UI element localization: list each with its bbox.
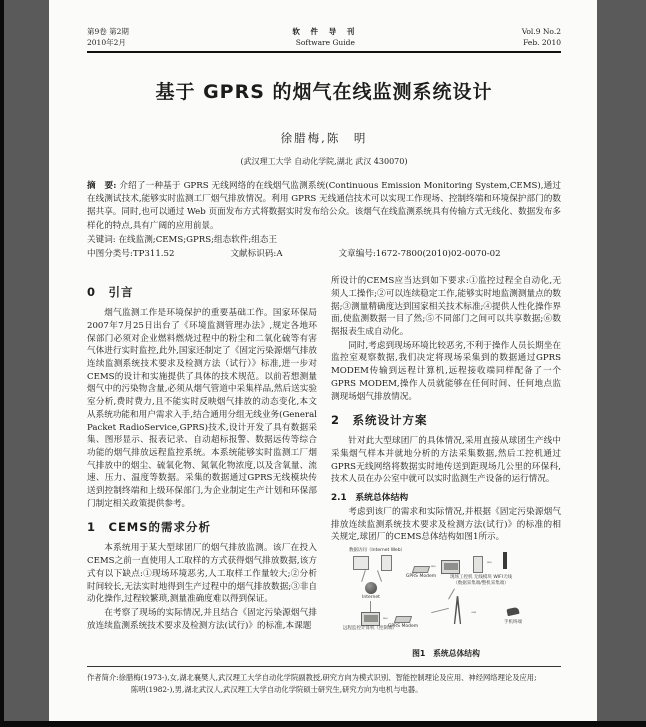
- body-columns: [87, 275, 561, 659]
- remote-computer-icon: [361, 612, 380, 626]
- paragraph-cems-1: 本系统用于某大型球团厂的烟气排放监测。该厂在投入CEMS之前一直使用人工取样的方式获得烟气排放数据,该方式有以下缺点:①现场环境恶劣,人工取样工作量较大;②分析时间较长,无法实时地得到生产过程中的烟气排放数据;③非自动化操作,过程较繁琐,测量准确度难以得到保证。: [87, 543, 317, 605]
- journal-volume: [522, 26, 561, 48]
- classification-line: [87, 248, 561, 261]
- web-access-label: 数据访问（Internet Web）: [348, 548, 406, 554]
- article-number: 文章编号:1672-7800(2010)02-0070-02: [338, 249, 501, 260]
- scan-edge-left: [0, 0, 4, 727]
- arrow-icon: ←: [431, 563, 437, 571]
- internet-label: Internet: [362, 595, 380, 601]
- author-bio-line2: 陈明(1982-),男,湖北武汉人,武汉理工大学自动化学院硕士研究生,研究方向为电机与电器。: [131, 684, 423, 694]
- paper-title: 基于 GPRS 的烟气在线监测系统设计: [155, 81, 493, 103]
- remote-computer-label: 远程监控计算机（控制端）: [343, 626, 397, 632]
- internet-globe-icon: [365, 582, 377, 594]
- gprs-modem-label: GPRS Modem: [387, 624, 419, 630]
- gprs-modem-icon: [412, 566, 430, 573]
- right-column: [331, 275, 561, 659]
- field-station-label: 现场工控机 无线模块 WIFI天线: [449, 575, 513, 581]
- figure-1-caption: 图1 系统总体结构: [412, 649, 480, 659]
- arrow-icon: ←: [487, 559, 493, 567]
- paragraph-requirements-1: 所设计的CEMS应当达到如下要求:①监控过程全自动化,无须人工操作;②可以连续稳定工作,能够实时地监测测量点的数据;③测量精确度达到国家相关技术标准;④提供人性化操作界面,使监测数据一目了然;⑤不同部门之间可以共享数据;⑥数据报表生成自动化。: [331, 276, 561, 338]
- author-bio-line1: 作者简介:徐腊梅(1973-),女,湖北襄樊人,武汉理工大学自动化学院副教授,研究方向为模式识别、智能控制理论及应用、神经网络理论及应用;: [87, 673, 537, 682]
- mobile-phone-label: 手机终端: [504, 620, 522, 626]
- author-bio: [87, 672, 561, 695]
- paper-authors: 徐腊梅,陈 明: [280, 131, 368, 145]
- keywords-block: [87, 234, 561, 247]
- journal-name-cn: 软 件 导 刊: [292, 27, 359, 36]
- left-column: [87, 275, 317, 659]
- link-line: [370, 601, 371, 612]
- keywords-label: 关键词:: [87, 234, 116, 245]
- radio-tower-icon: [451, 596, 464, 624]
- header-rule: [87, 51, 561, 53]
- paper-affiliation: (武汉理工大学 自动化学院,湖北 武汉 430070): [240, 157, 408, 166]
- journal-name: [292, 26, 358, 48]
- subsection-heading-structure: 2.1 系统总体结构: [331, 493, 409, 504]
- gprs-modem-icon: [394, 616, 412, 623]
- figure-1: [331, 548, 561, 659]
- paragraph-structure: 考虑到该厂的需求和实际情况,并根据《固定污染源烟气排放连续监测系统技术要求及检测方法(试行)》的标准的相关规定,球团厂的CEMS总体结构如图1所示。: [331, 507, 561, 543]
- volume-date: Feb. 2010: [523, 38, 561, 47]
- system-structure-diagram: [339, 548, 553, 644]
- paragraph-design: 针对此大型球团厂的具体情况,采用直接从球团生产线中采集烟气样本并就地分析的方法采集数据,然后工控机通过GPRS无线网络将数据实时地传送到距现场几公里的环保科,技术人员在办公室中就可以实时监测生产设备的运行情况。: [331, 436, 561, 485]
- journal-issue: [87, 26, 129, 48]
- arrow-icon: →: [471, 609, 477, 617]
- section-heading-design: 2 系统设计方案: [331, 413, 428, 428]
- browser-window-icon: [353, 556, 369, 570]
- wireless-module-icon: [473, 556, 483, 573]
- link-line: [431, 608, 449, 613]
- wap-phone-icon: [381, 555, 392, 571]
- abstract-text: 介绍了一种基于 GPRS 无线网络的在线烟气监测系统(Continuous Emission Monitoring System,CEMS),通过在线测试技术,能够实时监测工厂烟气排放情况。利用 GPRS 无线通信技术可以实现工作现场、控制终端和环境保护部门的数据共享。同时,也可以通过 Web 页面发布方式将数据实时发布给公众。该烟气在线监测系统具有传输方式无线化、数据发布多样化的特点,具有广阔的应用前景。: [87, 181, 561, 231]
- journal-name-en: Software Guide: [295, 38, 355, 47]
- clc-number: 中图分类号:TP311.52: [87, 249, 175, 260]
- author-footnote: [87, 666, 561, 695]
- paper-page: [49, 0, 597, 721]
- section-heading-intro: 0 引言: [87, 285, 134, 300]
- document-code: 文献标识码:A: [230, 249, 283, 260]
- keywords-text: 在线监测;CEMS;GPRS;组态软件;组态王: [118, 234, 278, 245]
- scan-edge-bottom: [0, 721, 646, 727]
- field-computer-icon: [441, 560, 460, 574]
- volume-number: Vol.9 No.2: [521, 27, 561, 36]
- field-station-sublabel: （数据采集端/整机采集端）: [453, 581, 509, 587]
- wifi-antenna-icon: [503, 552, 507, 569]
- arrow-icon: ←: [383, 615, 389, 623]
- paragraph-intro: 烟气监测工作是环境保护的重要基础工作。国家环保局2007年7月25日出台了《环境监测管理办法》,规定各地环保部门必须对企业燃料燃烧过程中的粉尘和二氧化硫等有害气体进行实时监控,此外,国家还制定了《固定污染源烟气排放连续监测系统技术要求及检测方法（试行）》标准,进一步对CEMS的设计和实施提供了具体的技术规范。以前若想测量烟气中的污染物含量,必须从烟气管道中采集样品,然后送实验室分析,费时费力,且不能实时反映烟气排放的动态变化,本文从系统功能和用户需求入手,结合通用分组无线业务(General Packet RadioService,GPRS)技术,设计开发了具有数据采集、图形显示、报表记录、自动超标报警、数据远传等综合功能的烟气排放远程监控系统。本系统能够实时监测工厂烟气排放中的烟尘、硫氧化物、氮氧化物浓度,以及含氧量、流速、压力、温度等数据。采集的数据通过GPRS无线模块传送到控制终端和上级环保部门,为企业制定生产计划和环保部门制定相关政策提供参考。: [87, 308, 317, 509]
- abstract-label: 摘 要:: [87, 181, 117, 191]
- mobile-phone-icon: [506, 607, 519, 616]
- link-line: [361, 570, 366, 582]
- journal-header: [87, 26, 561, 48]
- footnote-rule: [87, 666, 561, 667]
- link-line: [377, 570, 382, 582]
- paragraph-cems-2: 在考察了现场的实际情况,并且结合《固定污染源烟气排放连续监测系统技术要求及检测方法(试行)》的标准,本课题: [87, 607, 317, 631]
- issue-volume: 第9卷 第2期: [87, 27, 129, 36]
- abstract-block: [87, 180, 561, 233]
- gprs-modem-label: GPRS Modem: [405, 574, 437, 580]
- issue-date: 2010年2月: [87, 38, 126, 47]
- section-heading-cems: 1 CEMS的需求分析: [87, 520, 212, 535]
- link-line: [448, 589, 455, 600]
- paragraph-requirements-2: 同时,考虑到现场环境比较恶劣,不利于操作人员长期坐在监控室观察数据,我们决定将现场采集到的数据通过GPRS MODEM传输到远程计算机,远程接收端同样配备了一个GPRS MODEM,操作人员就能够在任何时间、任何地点监测现场烟气排放情况。: [331, 340, 561, 402]
